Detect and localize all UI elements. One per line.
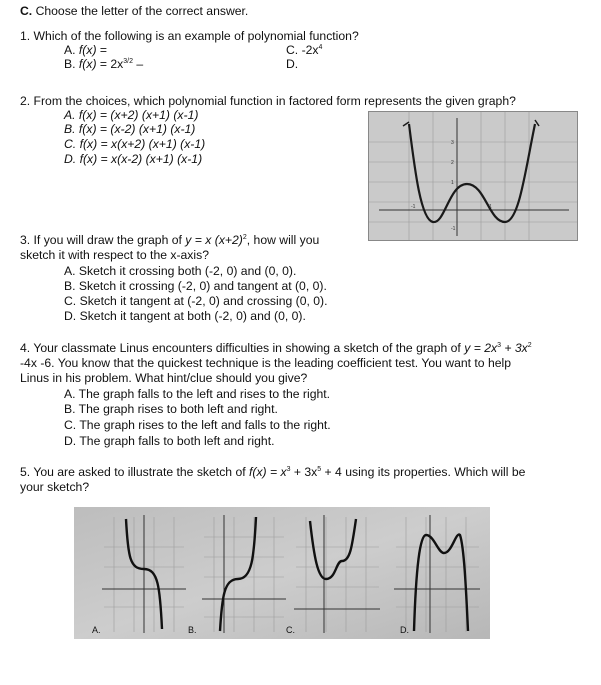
q3-stem-pre: 3. If you will draw the graph of — [20, 233, 186, 247]
q5-stem-line1 — [20, 465, 525, 479]
q4-stem-line1 — [20, 341, 532, 355]
q3-option-b: B. Sketch it crossing (-2, 0) and tangent at (0, 0). — [64, 279, 327, 293]
q3-stem-line2: sketch it with respect to the x-axis? — [20, 248, 209, 262]
section-header — [20, 4, 248, 18]
q4-option-b: B. The graph rises to both left and right. — [64, 402, 278, 416]
q5-l1-post: + 4 using its properties. Which will be — [321, 465, 526, 479]
q5-choices-svg — [74, 507, 490, 639]
q3-stem — [20, 233, 319, 247]
q4-stem-line2: -4x -6. You know that the quickest technique is the leading coefficient test. You want to help — [20, 356, 511, 370]
q1-b-exponent: 3/2 — [123, 58, 134, 65]
q4-stem-line3: Linus in his problem. What hint/clue should you give? — [20, 371, 308, 385]
q1-b-letter: B. — [64, 57, 79, 71]
q2-option-d: D. f(x) = x(x-2) (x+1) (x-1) — [64, 152, 203, 166]
q1-option-c — [286, 43, 322, 57]
q5-l1-mid: + 3x — [290, 465, 318, 479]
q3-stem-exp: 2 — [242, 234, 247, 241]
q1-a-rest: = — [96, 43, 108, 57]
q4-option-c: C. The graph rises to the left and falls to the right. — [64, 418, 331, 432]
q4-option-a: A. The graph falls to the left and rises to the right. — [64, 387, 331, 401]
q3-option-d: D. Sketch it tangent at both (-2, 0) and (0, 0). — [64, 309, 306, 323]
q4-l1-pre: 4. Your classmate Linus encounters difficulties in showing a sketch of the graph of — [20, 341, 465, 355]
q5-l1-exp2: 5 — [317, 466, 322, 473]
q5-stem-line2: your sketch? — [20, 480, 90, 494]
q4-l1-exp1: 3 — [497, 342, 501, 349]
q3-option-a: A. Sketch it crossing both (-2, 0) and (0, 0). — [64, 264, 297, 278]
q1-a-letter: A. — [64, 43, 79, 57]
q1-b-fx: f(x) — [78, 57, 97, 71]
q4-option-d: D. The graph falls to both left and right. — [64, 434, 275, 448]
q2-graph-svg — [369, 112, 577, 240]
q1-c-text: C. -2x — [286, 43, 319, 57]
graph-a-label: A. — [92, 625, 101, 635]
q2-label-1: 1 — [451, 180, 454, 186]
q2-label-2: 2 — [451, 160, 454, 166]
q2-label-neg1-x: -1 — [411, 204, 416, 210]
q5-choices-photo — [74, 507, 490, 639]
q1-b-rest: = 2x — [96, 57, 124, 71]
q2-option-b: B. f(x) = (x-2) (x+1) (x-1) — [64, 122, 196, 136]
q1-option-d: D. — [286, 57, 299, 71]
q4-l1-exp2: 2 — [527, 342, 532, 349]
q4-l1-fn: y = 2x — [464, 341, 498, 355]
q2-stem: 2. From the choices, which polynomial function in factored form represents the given graph? — [20, 94, 516, 108]
q2-label-neg1-y: -1 — [451, 226, 456, 232]
graph-d-label: D. — [400, 625, 409, 635]
q2-option-c: C. f(x) = x(x+2) (x+1) (x-1) — [64, 137, 206, 151]
q2-option-a: A. f(x) = (x+2) (x+1) (x-1) — [64, 108, 199, 122]
q1-option-b — [64, 57, 143, 71]
q5-photo-bg — [74, 507, 490, 639]
q2-label-3: 3 — [451, 140, 454, 146]
q1-option-a — [64, 43, 107, 57]
q1-a-fx: f(x) — [78, 43, 97, 57]
graph-c-label: C. — [286, 625, 295, 635]
section-instruction: Choose the letter of the correct answer. — [32, 4, 249, 18]
q3-option-c: C. Sketch it tangent at (-2, 0) and crossing (0, 0). — [64, 294, 328, 308]
q4-l1-mid: + 3x — [500, 341, 528, 355]
q3-stem-post: , how will you — [246, 233, 320, 247]
q2-graph-photo — [368, 111, 578, 241]
q5-l1-pre: 5. You are asked to illustrate the sketch of — [20, 465, 249, 479]
q3-stem-fn: y = x (x+2) — [185, 233, 243, 247]
q5-l1-fn: f(x) = x — [249, 465, 287, 479]
graph-b-label: B. — [188, 625, 197, 635]
section-letter: C. — [20, 4, 33, 18]
q1-c-exponent: 4 — [318, 44, 323, 51]
q1-stem: 1. Which of the following is an example of polynomial function? — [20, 29, 359, 43]
q1-b-tail: – — [133, 57, 144, 71]
q5-l1-exp1: 3 — [286, 466, 291, 473]
q2-label-1-x: 1 — [489, 204, 492, 210]
q2-photo-shade — [369, 112, 577, 240]
